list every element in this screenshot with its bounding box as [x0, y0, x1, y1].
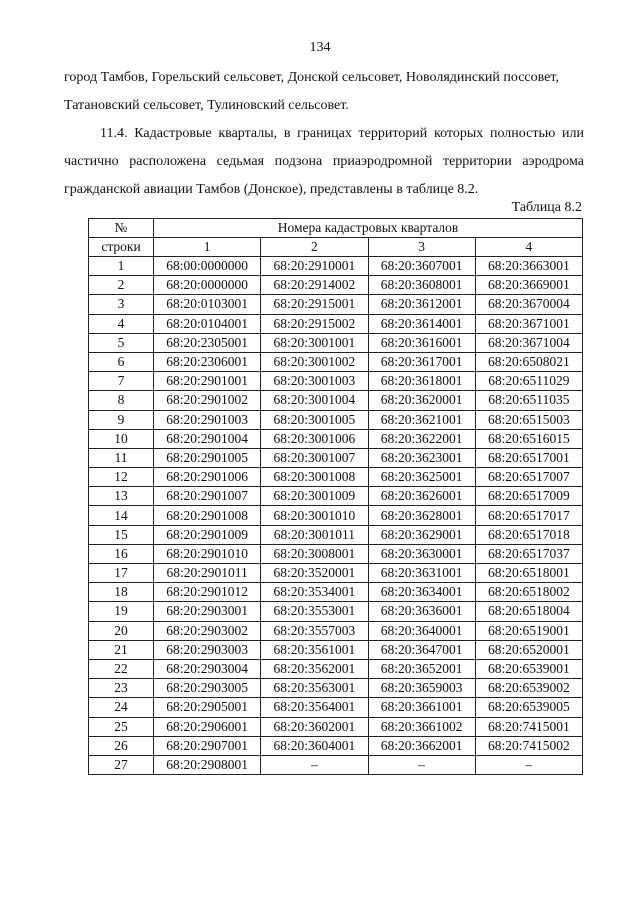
cadastral-number-cell: 68:20:2901006: [154, 468, 261, 487]
page-number: 134: [309, 40, 331, 55]
row-number-cell: 8: [89, 391, 154, 410]
header-no: №: [89, 219, 154, 238]
cadastral-number-cell: 68:20:6517018: [475, 525, 582, 544]
cadastral-number-cell: 68:20:3628001: [368, 506, 475, 525]
table-row: [89, 698, 583, 717]
header-row-label: строки: [89, 238, 154, 257]
cadastral-number-cell: 68:20:3631001: [368, 564, 475, 583]
cadastral-number-cell: 68:20:2915002: [261, 314, 368, 333]
cadastral-number-cell: 68:20:3663001: [475, 257, 582, 276]
cadastral-number-cell: 68:20:7415002: [475, 736, 582, 755]
cadastral-number-cell: 68:20:3001001: [261, 333, 368, 352]
cadastral-number-cell: 68:20:6511029: [475, 372, 582, 391]
cadastral-number-cell: 68:20:3001009: [261, 487, 368, 506]
table-row: [89, 314, 583, 333]
cadastral-number-cell: 68:20:3612001: [368, 295, 475, 314]
cadastral-number-cell: 68:20:6539005: [475, 698, 582, 717]
cadastral-number-cell: 68:20:3670004: [475, 295, 582, 314]
row-number-cell: 20: [89, 621, 154, 640]
cadastral-number-cell: 68:20:2901011: [154, 564, 261, 583]
row-number-cell: 18: [89, 583, 154, 602]
cadastral-number-cell: 68:20:3564001: [261, 698, 368, 717]
table-row: [89, 468, 583, 487]
cadastral-number-cell: 68:20:6511035: [475, 391, 582, 410]
table-row: [89, 679, 583, 698]
cadastral-number-cell: 68:20:3607001: [368, 257, 475, 276]
cadastral-number-cell: 68:20:3634001: [368, 583, 475, 602]
cadastral-number-cell: 68:20:2305001: [154, 333, 261, 352]
cadastral-number-cell: 68:20:3553001: [261, 602, 368, 621]
cadastral-number-cell: 68:20:2906001: [154, 717, 261, 736]
cadastral-number-cell: 68:20:6518002: [475, 583, 582, 602]
cadastral-number-cell: 68:20:3652001: [368, 659, 475, 678]
row-number-cell: 13: [89, 487, 154, 506]
cadastral-number-cell: 68:20:0000000: [154, 276, 261, 295]
cadastral-number-cell: 68:20:3647001: [368, 640, 475, 659]
table-row: [89, 564, 583, 583]
table-row: [89, 257, 583, 276]
row-number-cell: 9: [89, 410, 154, 429]
col-header-2: 2: [261, 238, 368, 257]
cadastral-number-cell: 68:20:3001006: [261, 429, 368, 448]
table-row: [89, 333, 583, 352]
table-row: [89, 429, 583, 448]
cadastral-number-cell: 68:20:3625001: [368, 468, 475, 487]
cadastral-number-cell: 68:20:3662001: [368, 736, 475, 755]
cadastral-number-cell: 68:20:3563001: [261, 679, 368, 698]
cadastral-number-cell: 68:20:3640001: [368, 621, 475, 640]
cadastral-number-cell: 68:20:0103001: [154, 295, 261, 314]
cadastral-number-cell: 68:20:2914002: [261, 276, 368, 295]
table-row: [89, 410, 583, 429]
table-row: [89, 736, 583, 755]
cadastral-number-cell: 68:20:3616001: [368, 333, 475, 352]
row-number-cell: 11: [89, 448, 154, 467]
cadastral-number-cell: 68:20:6515003: [475, 410, 582, 429]
table-caption: Таблица 8.2: [511, 200, 582, 215]
cadastral-number-cell: 68:20:3008001: [261, 544, 368, 563]
cadastral-number-cell: 68:20:2903002: [154, 621, 261, 640]
cadastral-number-cell: 68:20:2910001: [261, 257, 368, 276]
row-number-cell: 10: [89, 429, 154, 448]
cadastral-number-cell: 68:20:3621001: [368, 410, 475, 429]
cadastral-number-cell: 68:20:6518004: [475, 602, 582, 621]
table-row: [89, 640, 583, 659]
row-number-cell: 27: [89, 755, 154, 774]
cadastral-number-cell: 68:20:3636001: [368, 602, 475, 621]
table-row: [89, 659, 583, 678]
cadastral-number-cell: 68:20:2908001: [154, 755, 261, 774]
cadastral-number-cell: 68:20:6508021: [475, 352, 582, 371]
row-number-cell: 1: [89, 257, 154, 276]
table-row: [89, 755, 583, 774]
col-header-3: 3: [368, 238, 475, 257]
cadastral-number-cell: 68:20:2901004: [154, 429, 261, 448]
row-number-cell: 23: [89, 679, 154, 698]
cadastral-number-cell: –: [368, 755, 475, 774]
row-number-cell: 25: [89, 717, 154, 736]
cadastral-number-cell: 68:20:3562001: [261, 659, 368, 678]
cadastral-number-cell: –: [475, 755, 582, 774]
cadastral-number-cell: 68:20:3618001: [368, 372, 475, 391]
col-header-4: 4: [475, 238, 582, 257]
row-number-cell: 4: [89, 314, 154, 333]
cadastral-number-cell: 68:20:2901009: [154, 525, 261, 544]
cadastral-number-cell: 68:20:3561001: [261, 640, 368, 659]
header-group: Номера кадастровых кварталов: [154, 219, 583, 238]
cadastral-number-cell: –: [261, 755, 368, 774]
cadastral-number-cell: 68:20:3001005: [261, 410, 368, 429]
row-number-cell: 14: [89, 506, 154, 525]
cadastral-number-cell: 68:20:3671004: [475, 333, 582, 352]
cadastral-number-cell: 68:20:3001002: [261, 352, 368, 371]
paragraph-settlements: город Тамбов, Горельский сельсовет, Донской сельсовет, Новолядинский поссовет, Татановский сельсовет, Тулиновский сельсовет.: [64, 70, 559, 113]
cadastral-number-cell: 68:20:2901008: [154, 506, 261, 525]
cadastral-number-cell: 68:20:6519001: [475, 621, 582, 640]
paragraph-cadastral-intro: 11.4. Кадастровые кварталы, в границах территорий которых полностью или частично расположена седьмая подзона приаэродромной территории аэродрома гражданской авиации Тамбов (Донское), представлены в таблице 8.2.: [64, 126, 584, 197]
cadastral-number-cell: 68:20:3001010: [261, 506, 368, 525]
table-row: [89, 717, 583, 736]
cadastral-number-cell: 68:20:3614001: [368, 314, 475, 333]
cadastral-number-cell: 68:20:6520001: [475, 640, 582, 659]
cadastral-number-cell: 68:20:3661001: [368, 698, 475, 717]
cadastral-number-cell: 68:20:3520001: [261, 564, 368, 583]
cadastral-number-cell: 68:20:3557003: [261, 621, 368, 640]
table-row: [89, 583, 583, 602]
table-row: [89, 276, 583, 295]
table-body: [89, 257, 583, 775]
cadastral-number-cell: 68:20:2903003: [154, 640, 261, 659]
cadastral-number-cell: 68:20:3534001: [261, 583, 368, 602]
cadastral-number-cell: 68:20:3001003: [261, 372, 368, 391]
cadastral-number-cell: 68:20:3629001: [368, 525, 475, 544]
cadastral-number-cell: 68:20:2901002: [154, 391, 261, 410]
row-number-cell: 24: [89, 698, 154, 717]
table-row: [89, 352, 583, 371]
row-number-cell: 7: [89, 372, 154, 391]
row-number-cell: 2: [89, 276, 154, 295]
cadastral-number-cell: 68:20:2901001: [154, 372, 261, 391]
cadastral-number-cell: 68:20:2907001: [154, 736, 261, 755]
cadastral-number-cell: 68:20:3001011: [261, 525, 368, 544]
cadastral-number-cell: 68:20:2901012: [154, 583, 261, 602]
cadastral-number-cell: 68:20:2903005: [154, 679, 261, 698]
cadastral-number-cell: 68:20:6517009: [475, 487, 582, 506]
table-row: [89, 295, 583, 314]
table-row: [89, 372, 583, 391]
row-number-cell: 17: [89, 564, 154, 583]
table-row: [89, 602, 583, 621]
table-row: [89, 391, 583, 410]
row-number-cell: 12: [89, 468, 154, 487]
row-number-cell: 26: [89, 736, 154, 755]
cadastral-number-cell: 68:20:3622001: [368, 429, 475, 448]
col-header-1: 1: [154, 238, 261, 257]
table-row: [89, 448, 583, 467]
cadastral-number-cell: 68:20:3620001: [368, 391, 475, 410]
cadastral-number-cell: 68:20:3001004: [261, 391, 368, 410]
row-number-cell: 19: [89, 602, 154, 621]
cadastral-number-cell: 68:20:7415001: [475, 717, 582, 736]
row-number-cell: 3: [89, 295, 154, 314]
cadastral-number-cell: 68:00:0000000: [154, 257, 261, 276]
cadastral-number-cell: 68:20:3604001: [261, 736, 368, 755]
cadastral-number-cell: 68:20:6516015: [475, 429, 582, 448]
cadastral-number-cell: 68:20:2901007: [154, 487, 261, 506]
table-row: [89, 544, 583, 563]
cadastral-number-cell: 68:20:2901003: [154, 410, 261, 429]
cadastral-number-cell: 68:20:2905001: [154, 698, 261, 717]
cadastral-number-cell: 68:20:6539001: [475, 659, 582, 678]
cadastral-number-cell: 68:20:3661002: [368, 717, 475, 736]
cadastral-number-cell: 68:20:3617001: [368, 352, 475, 371]
row-number-cell: 22: [89, 659, 154, 678]
cadastral-number-cell: 68:20:3608001: [368, 276, 475, 295]
row-number-cell: 16: [89, 544, 154, 563]
cadastral-number-cell: 68:20:2901005: [154, 448, 261, 467]
cadastral-number-cell: 68:20:6517037: [475, 544, 582, 563]
row-number-cell: 15: [89, 525, 154, 544]
cadastral-number-cell: 68:20:3626001: [368, 487, 475, 506]
cadastral-number-cell: 68:20:3630001: [368, 544, 475, 563]
table-row: [89, 506, 583, 525]
cadastral-number-cell: 68:20:3669001: [475, 276, 582, 295]
cadastral-number-cell: 68:20:2306001: [154, 352, 261, 371]
cadastral-number-cell: 68:20:2903001: [154, 602, 261, 621]
cadastral-table: [88, 218, 583, 775]
row-number-cell: 6: [89, 352, 154, 371]
table-row: [89, 525, 583, 544]
cadastral-number-cell: 68:20:6517001: [475, 448, 582, 467]
cadastral-number-cell: 68:20:6539002: [475, 679, 582, 698]
row-number-cell: 21: [89, 640, 154, 659]
cadastral-number-cell: 68:20:6518001: [475, 564, 582, 583]
cadastral-number-cell: 68:20:6517017: [475, 506, 582, 525]
cadastral-number-cell: 68:20:3659003: [368, 679, 475, 698]
row-number-cell: 5: [89, 333, 154, 352]
cadastral-number-cell: 68:20:6517007: [475, 468, 582, 487]
cadastral-number-cell: 68:20:2903004: [154, 659, 261, 678]
cadastral-number-cell: 68:20:3623001: [368, 448, 475, 467]
cadastral-number-cell: 68:20:0104001: [154, 314, 261, 333]
cadastral-number-cell: 68:20:2901010: [154, 544, 261, 563]
cadastral-number-cell: 68:20:3602001: [261, 717, 368, 736]
table-row: [89, 487, 583, 506]
cadastral-number-cell: 68:20:3001008: [261, 468, 368, 487]
cadastral-number-cell: 68:20:3001007: [261, 448, 368, 467]
cadastral-number-cell: 68:20:2915001: [261, 295, 368, 314]
table-row: [89, 621, 583, 640]
cadastral-number-cell: 68:20:3671001: [475, 314, 582, 333]
